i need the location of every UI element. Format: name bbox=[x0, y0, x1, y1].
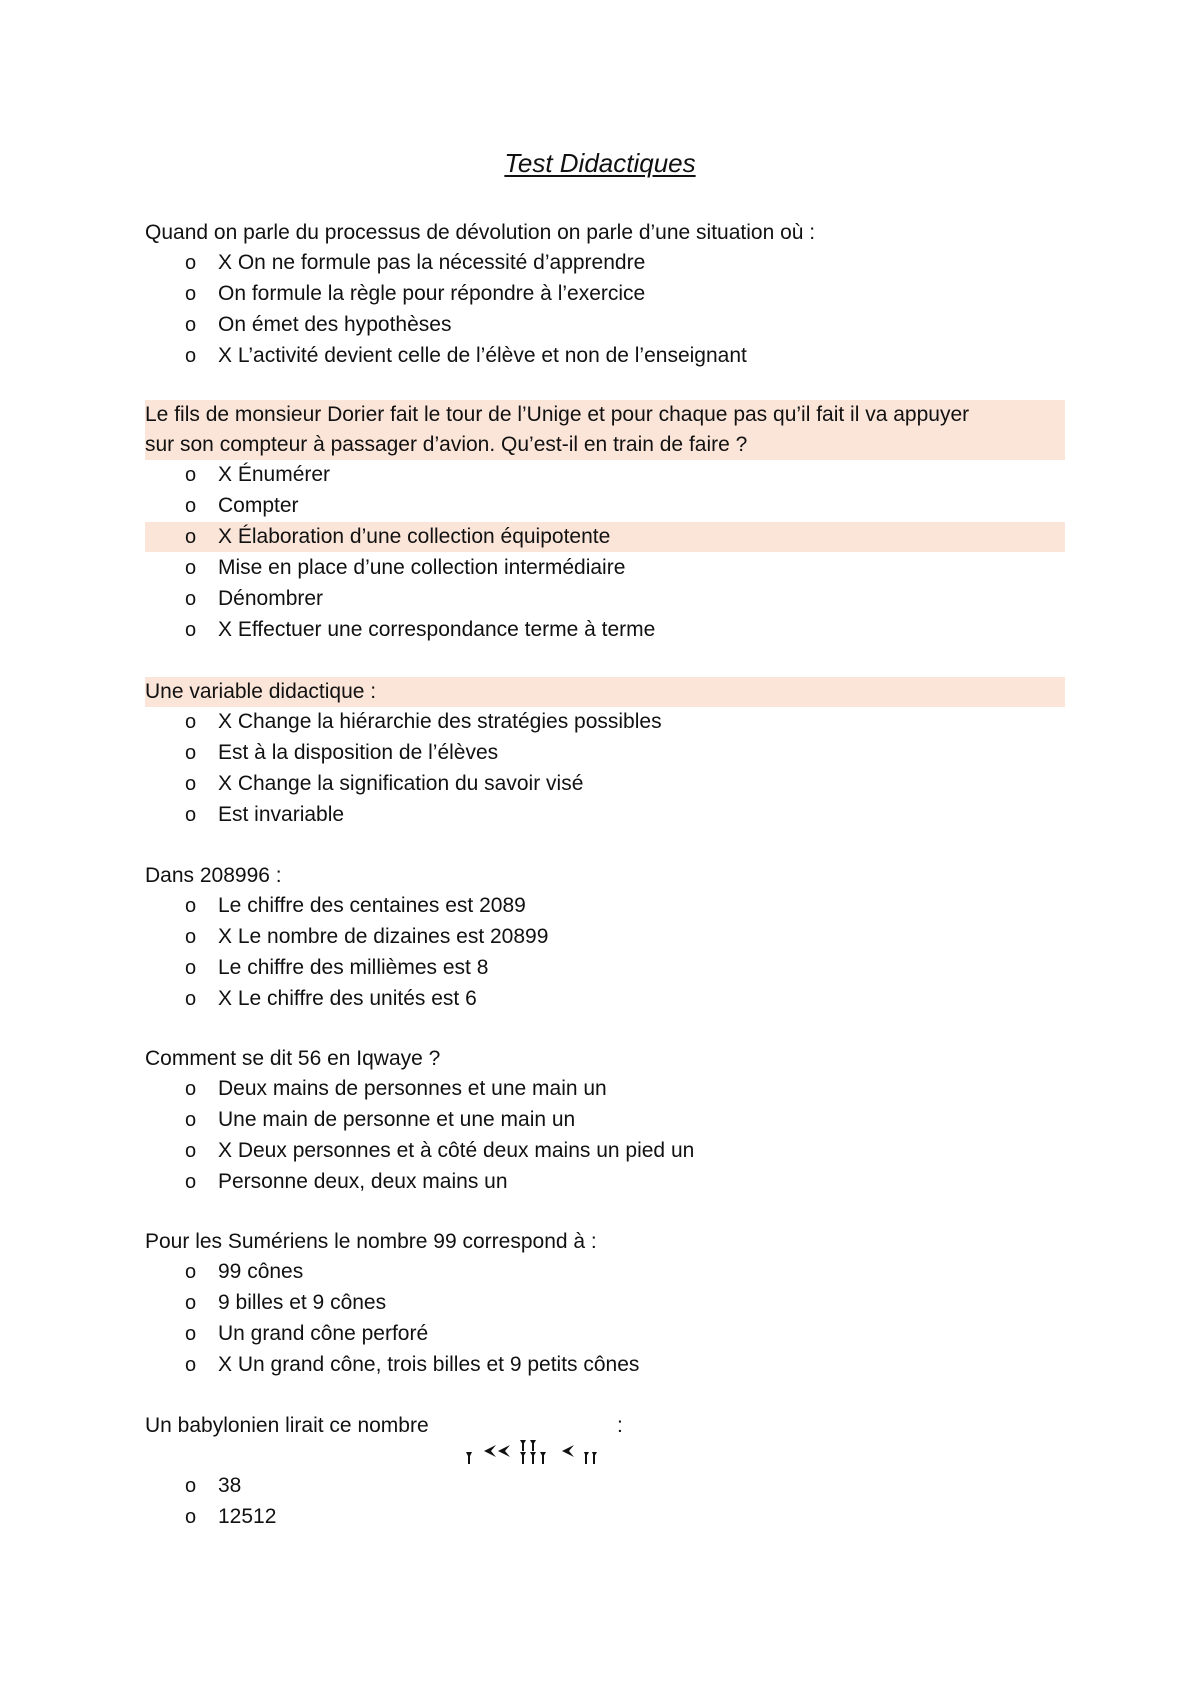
bullet-icon: o bbox=[185, 619, 197, 641]
bullet-icon: o bbox=[185, 988, 197, 1010]
bullet-icon: o bbox=[185, 742, 197, 764]
answer-option: o Est à la disposition de l’élèves bbox=[145, 738, 1065, 768]
answer-option: o X Énumérer bbox=[145, 460, 1065, 490]
answer-option: o X L’activité devient celle de l’élève et non de l’enseignant bbox=[145, 341, 1065, 371]
answer-option: o X Le chiffre des unités est 6 bbox=[145, 984, 1065, 1014]
answer-option: o Personne deux, deux mains un bbox=[145, 1167, 1065, 1197]
answer-option: o Deux mains de personnes et une main un bbox=[145, 1074, 1065, 1104]
question-prompt-highlighted: Une variable didactique : bbox=[145, 677, 1065, 707]
bullet-icon: o bbox=[185, 1261, 197, 1283]
answer-option: o X Deux personnes et à côté deux mains un pied un bbox=[145, 1136, 1065, 1166]
question-prompt-highlighted bbox=[145, 400, 1065, 460]
answer-option: o X Un grand cône, trois billes et 9 petits cônes bbox=[145, 1350, 1065, 1380]
answer-option: o X Effectuer une correspondance terme à terme bbox=[145, 615, 1065, 645]
answer-option-highlighted: o X Élaboration d’une collection équipotente bbox=[145, 522, 1065, 552]
answer-option: o X Change la hiérarchie des stratégies possibles bbox=[145, 707, 1065, 737]
bullet-icon: o bbox=[185, 557, 197, 579]
answer-option: o 12512 bbox=[145, 1502, 1065, 1532]
answer-option: o X On ne formule pas la nécessité d’apprendre bbox=[145, 248, 1065, 278]
question-prompt-colon: : bbox=[617, 1414, 623, 1437]
bullet-icon: o bbox=[185, 957, 197, 979]
answer-option: o On émet des hypothèses bbox=[145, 310, 1065, 340]
bullet-icon: o bbox=[185, 1292, 197, 1314]
bullet-icon: o bbox=[185, 464, 197, 486]
answer-option: o Une main de personne et une main un bbox=[145, 1105, 1065, 1135]
bullet-icon: o bbox=[185, 1354, 197, 1376]
answer-option: o Compter bbox=[145, 491, 1065, 521]
bullet-icon: o bbox=[185, 1140, 197, 1162]
bullet-icon: o bbox=[185, 495, 197, 517]
question-prompt: Dans 208996 : bbox=[145, 864, 282, 887]
bullet-icon: o bbox=[185, 804, 197, 826]
answer-option: o Mise en place d’une collection intermédiaire bbox=[145, 553, 1065, 583]
answer-option: o Un grand cône perforé bbox=[145, 1319, 1065, 1349]
bullet-icon: o bbox=[185, 1506, 197, 1528]
answer-option: o X Le nombre de dizaines est 20899 bbox=[145, 922, 1065, 952]
answer-option: o Dénombrer bbox=[145, 584, 1065, 614]
bullet-icon: o bbox=[185, 283, 197, 305]
cuneiform-number-icon bbox=[462, 1432, 622, 1466]
bullet-icon: o bbox=[185, 773, 197, 795]
bullet-icon: o bbox=[185, 1171, 197, 1193]
question-prompt: Pour les Sumériens le nombre 99 correspond à : bbox=[145, 1230, 597, 1253]
answer-option: o X Change la signification du savoir visé bbox=[145, 769, 1065, 799]
bullet-icon: o bbox=[185, 711, 197, 733]
bullet-icon: o bbox=[185, 1078, 197, 1100]
answer-option: o 9 billes et 9 cônes bbox=[145, 1288, 1065, 1318]
bullet-icon: o bbox=[185, 895, 197, 917]
bullet-icon: o bbox=[185, 252, 197, 274]
question-prompt-line: sur son compteur à passager d’avion. Qu’est-il en train de faire ? bbox=[145, 433, 748, 456]
answer-option: o 99 cônes bbox=[145, 1257, 1065, 1287]
question-prompt: Quand on parle du processus de dévolution on parle d’une situation où : bbox=[145, 221, 816, 244]
answer-option: o On formule la règle pour répondre à l’exercice bbox=[145, 279, 1065, 309]
question-prompt-line: Le fils de monsieur Dorier fait le tour de l’Unige et pour chaque pas qu’il fait il va appuyer bbox=[145, 403, 970, 426]
answer-option: o Est invariable bbox=[145, 800, 1065, 830]
bullet-icon: o bbox=[185, 1323, 197, 1345]
bullet-icon: o bbox=[185, 1109, 197, 1131]
answer-option: o Le chiffre des millièmes est 8 bbox=[145, 953, 1065, 983]
bullet-icon: o bbox=[185, 926, 197, 948]
answer-option: o 38 bbox=[145, 1471, 1065, 1501]
answer-option: o Le chiffre des centaines est 2089 bbox=[145, 891, 1065, 921]
bullet-icon: o bbox=[185, 526, 197, 548]
bullet-icon: o bbox=[185, 1475, 197, 1497]
question-prompt: Un babylonien lirait ce nombre bbox=[145, 1414, 429, 1437]
bullet-icon: o bbox=[185, 588, 197, 610]
question-prompt: Comment se dit 56 en Iqwaye ? bbox=[145, 1047, 441, 1070]
page-title: Test Didactiques bbox=[504, 148, 696, 178]
bullet-icon: o bbox=[185, 345, 197, 367]
bullet-icon: o bbox=[185, 314, 197, 336]
